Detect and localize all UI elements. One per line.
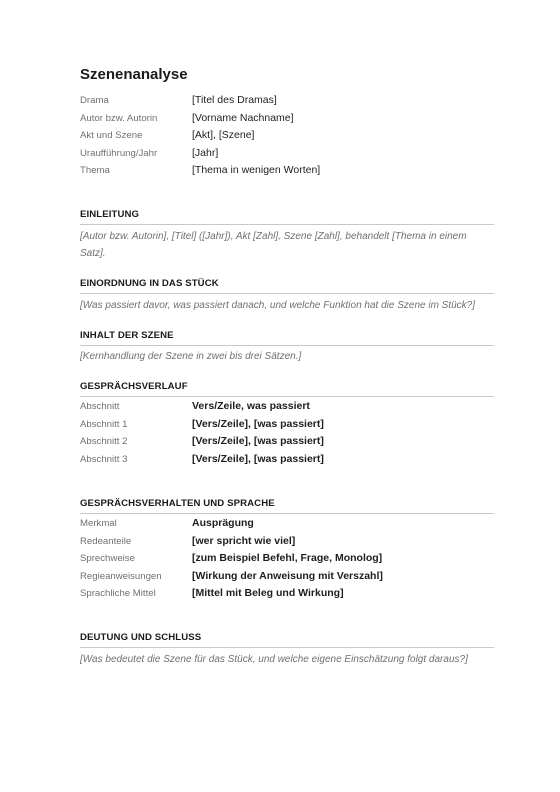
- table-row: [80, 453, 494, 471]
- row-value: [Vers/Zeile], [was passiert]: [192, 417, 324, 430]
- meta-value: [Jahr]: [192, 146, 219, 159]
- table-row: [80, 552, 494, 570]
- meta-row-jahr: [80, 147, 494, 165]
- gespraechsverlauf-table: [80, 400, 494, 470]
- meta-value: [Titel des Dramas]: [192, 94, 277, 106]
- gespraechsverlauf-heading: GESPRÄCHSVERLAUF: [80, 381, 494, 397]
- inhalt-text: [Kernhandlung der Szene in zwei bis drei Sätzen.]: [80, 351, 302, 362]
- row-label: Sprechweise: [80, 553, 135, 564]
- table-row: [80, 435, 494, 453]
- table-row: [80, 587, 494, 605]
- deutung-heading: DEUTUNG UND SCHLUSS: [80, 632, 494, 648]
- row-label: Abschnitt 3: [80, 453, 128, 465]
- meta-label: Uraufführung/Jahr: [80, 147, 158, 159]
- table-row: [80, 535, 494, 553]
- column-header-vers: Vers/Zeile, was passiert: [192, 400, 310, 412]
- row-label: Abschnitt 2: [80, 436, 128, 447]
- meta-value: [Akt], [Szene]: [192, 129, 255, 141]
- meta-label: Drama: [80, 95, 109, 106]
- gespraechsverhalten-table: [80, 517, 494, 605]
- meta-value: [Thema in wenigen Worten]: [192, 164, 321, 176]
- einordnung-heading: EINORDNUNG IN DAS STÜCK: [80, 278, 494, 294]
- meta-row-akt-szene: [80, 129, 494, 147]
- meta-row-thema: [80, 164, 494, 182]
- inhalt-heading: INHALT DER SZENE: [80, 330, 494, 346]
- row-label: Abschnitt 1: [80, 418, 128, 430]
- gespraechsverhalten-heading: GESPRÄCHSVERHALTEN UND SPRACHE: [80, 498, 494, 514]
- document-title: Szenenanalyse: [80, 66, 188, 83]
- meta-label: Akt und Szene: [80, 130, 143, 141]
- column-header-merkmal: Merkmal: [80, 518, 117, 529]
- row-label: Regieanweisungen: [80, 570, 162, 582]
- meta-label: Thema: [80, 165, 110, 176]
- column-header-auspraegung: Ausprägung: [192, 517, 254, 529]
- meta-row-autor: [80, 112, 494, 130]
- table-row: [80, 570, 494, 588]
- meta-value: [Vorname Nachname]: [192, 111, 294, 124]
- table-row: [80, 418, 494, 436]
- meta-row-drama: [80, 94, 494, 112]
- einleitung-text: [Autor bzw. Autorin], [Titel] ([Jahr]), Akt [Zahl], Szene [Zahl], behandelt [Thema in einem Satz].: [80, 231, 467, 259]
- row-label: Sprachliche Mittel: [80, 588, 156, 599]
- row-value: [Wirkung der Anweisung mit Verszahl]: [192, 569, 383, 582]
- row-value: [Vers/Zeile], [was passiert]: [192, 452, 324, 465]
- row-value: [Mittel mit Beleg und Wirkung]: [192, 587, 344, 599]
- table-header-row: [80, 400, 494, 418]
- einleitung-heading: EINLEITUNG: [80, 209, 494, 225]
- row-value: [zum Beispiel Befehl, Frage, Monolog]: [192, 552, 383, 564]
- column-header-abschnitt: Abschnitt: [80, 401, 120, 412]
- meta-table: [80, 94, 494, 182]
- row-value: [Vers/Zeile], [was passiert]: [192, 435, 324, 447]
- row-label: Redeanteile: [80, 535, 132, 547]
- deutung-text: [Was bedeutet die Szene für das Stück, und welche eigene Einschätzung folgt daraus?]: [80, 654, 468, 665]
- table-header-row: [80, 517, 494, 535]
- meta-label: Autor bzw. Autorin: [80, 112, 158, 124]
- row-value: [wer spricht wie viel]: [192, 534, 296, 547]
- einordnung-text: [Was passiert davor, was passiert danach, und welche Funktion hat die Szene im Stück?]: [80, 300, 476, 311]
